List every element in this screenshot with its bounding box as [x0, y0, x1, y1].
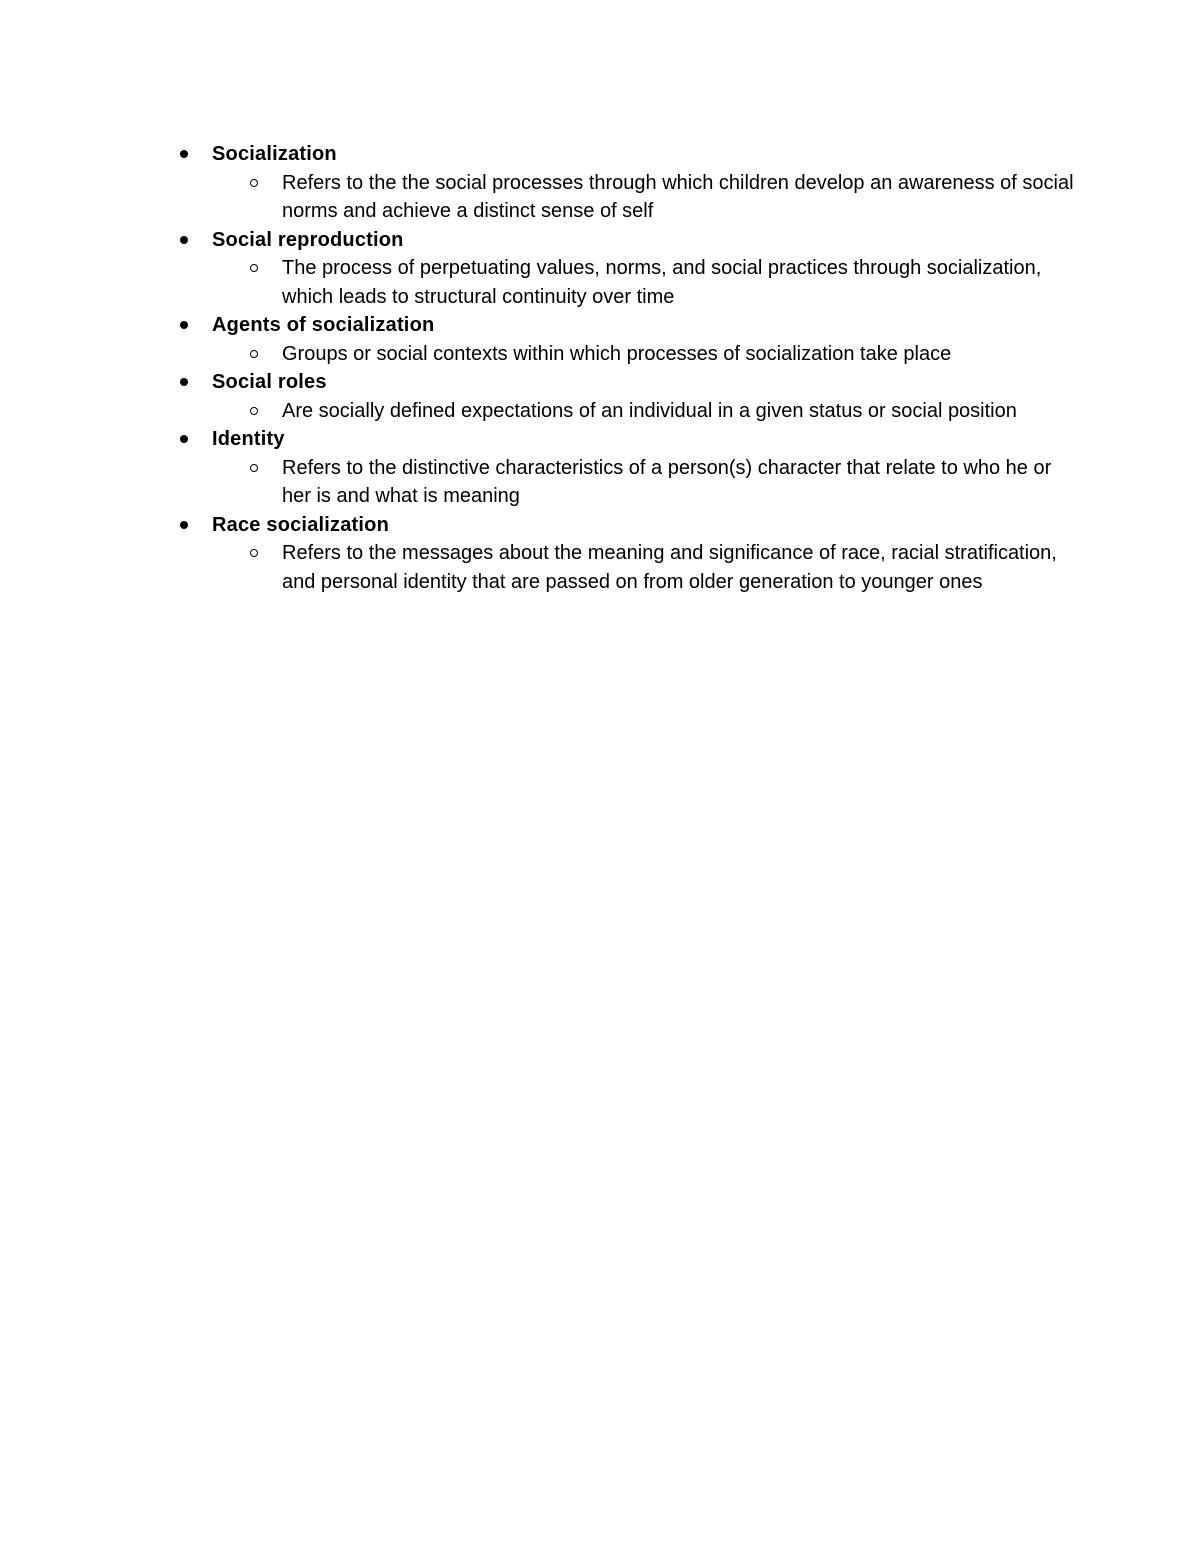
- filled-bullet-icon: [180, 378, 188, 386]
- hollow-bullet-icon: [250, 464, 258, 472]
- hollow-bullet-icon: [250, 407, 258, 415]
- term-item-identity: [178, 425, 1078, 511]
- hollow-bullet-icon: [250, 350, 258, 358]
- definition-text: Refers to the the social processes through which children develop an awareness of social norms and achieve a distinct sense of self: [282, 171, 1080, 222]
- term-label: Identity: [212, 428, 285, 450]
- definition-text: Are socially defined expectations of an individual in a given status or social position: [282, 399, 1017, 422]
- hollow-bullet-icon: [250, 549, 258, 557]
- term-list: [178, 140, 1078, 596]
- definition-text: Groups or social contexts within which processes of socialization take place: [282, 342, 952, 365]
- filled-bullet-icon: [180, 150, 188, 158]
- term-item-social-roles: [178, 368, 1078, 425]
- definition-text: The process of perpetuating values, norms, and social practices through socialization, which leads to structural continuity over time: [282, 257, 1047, 308]
- filled-bullet-icon: [180, 236, 188, 244]
- definition-list: [212, 454, 1078, 511]
- term-item-race-socialization: [178, 511, 1078, 597]
- definition-item: [212, 539, 1078, 596]
- filled-bullet-icon: [180, 435, 188, 443]
- term-item-socialization: [178, 140, 1078, 226]
- term-item-agents-of-socialization: [178, 311, 1078, 368]
- definition-list: [212, 340, 1078, 369]
- term-label: Social reproduction: [212, 228, 404, 251]
- definition-text: Refers to the distinctive characteristics of a person(s) character that relate to who he or her is and what is meaning: [282, 456, 1057, 507]
- term-label: Agents of socialization: [212, 314, 435, 336]
- definition-item: [212, 169, 1078, 226]
- definition-text: Refers to the messages about the meaning and significance of race, racial stratification, and personal identity that are passed on from older generation to younger ones: [282, 542, 1068, 593]
- hollow-bullet-icon: [250, 179, 258, 187]
- hollow-bullet-icon: [250, 264, 258, 272]
- definition-item: [212, 454, 1078, 511]
- definition-item: [212, 254, 1078, 311]
- definition-item: [212, 340, 1078, 369]
- term-item-social-reproduction: [178, 226, 1078, 312]
- definition-item: [212, 397, 1078, 426]
- term-label: Race socialization: [212, 513, 389, 536]
- definition-list: [212, 539, 1078, 596]
- definition-list: [212, 169, 1078, 226]
- definition-list: [212, 397, 1078, 426]
- term-label: Social roles: [212, 371, 327, 393]
- term-label: Socialization: [212, 143, 337, 165]
- filled-bullet-icon: [180, 321, 188, 329]
- filled-bullet-icon: [180, 521, 188, 529]
- definition-list: [212, 254, 1078, 311]
